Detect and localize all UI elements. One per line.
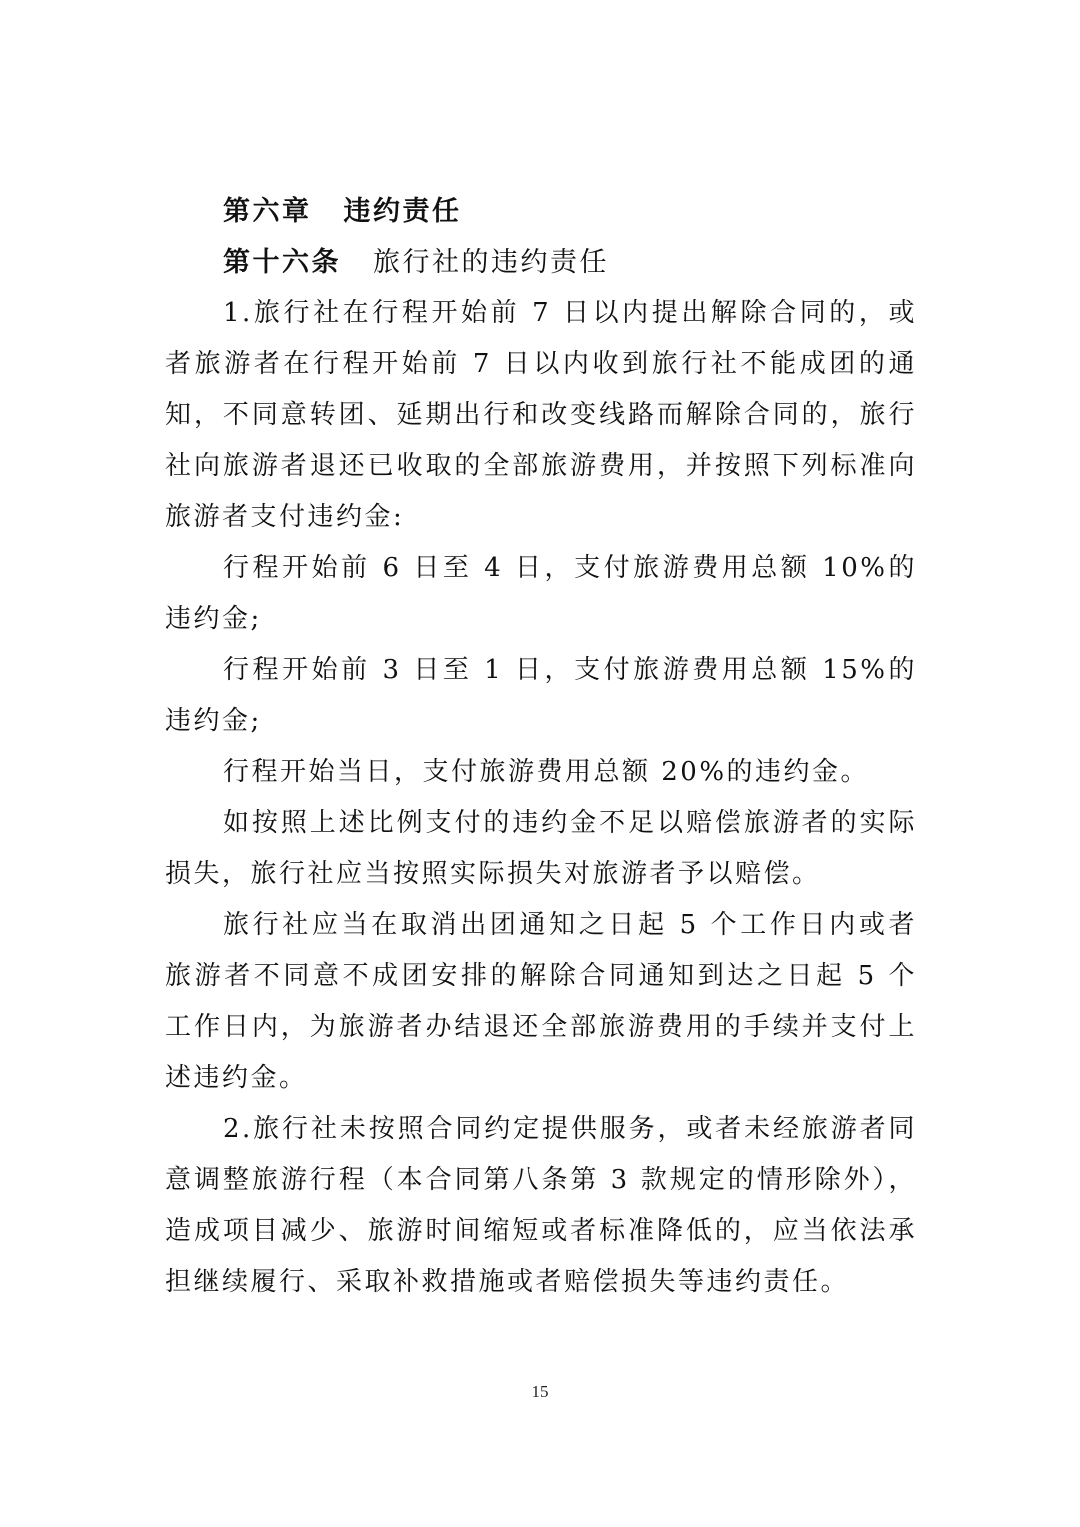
- paragraph-3: 行程开始前 3 日至 1 日，支付旅游费用总额 15%的违约金;: [165, 655, 917, 736]
- paragraph-6: 旅行社应当在取消出团通知之日起 5 个工作日内或者旅游者不同意不成团安排的解除合同通知到达之日起 5 个工作日内，为旅游者办结退还全部旅游费用的手续并支付上述违约金。: [165, 910, 917, 1093]
- chapter-number: 第六章: [223, 196, 312, 227]
- paragraph-7: 2.旅行社未按照合同约定提供服务，或者未经旅游者同意调整旅游行程（本合同第八条第 3 款规定的情形除外），造成项目减少、旅游时间缩短或者标准降低的，应当依法承担继续履行、采取补救措施或者赔偿损失等违约责任。: [165, 1114, 917, 1297]
- document-body: [165, 186, 917, 1308]
- page-number: 15: [531, 1382, 549, 1401]
- paragraph-4: 行程开始当日，支付旅游费用总额 20%的违约金。: [223, 757, 870, 787]
- article-heading: [165, 237, 917, 288]
- chapter-title: 违约责任: [343, 196, 462, 227]
- paragraph-2: 行程开始前 6 日至 4 日，支付旅游费用总额 10%的违约金;: [165, 553, 917, 634]
- chapter-heading: [165, 186, 917, 237]
- paragraph-1: 1.旅行社在行程开始前 7 日以内提出解除合同的，或者旅游者在行程开始前 7 日以内收到旅行社不能成团的通知，不同意转团、延期出行和改变线路而解除合同的，旅行社向旅游者退还已收取的全部旅游费用，并按照下列标准向旅游者支付违约金:: [165, 298, 917, 532]
- article-number: 第十六条: [223, 247, 341, 278]
- article-title: 旅行社的违约责任: [373, 247, 609, 278]
- paragraph-5: 如按照上述比例支付的违约金不足以赔偿旅游者的实际损失，旅行社应当按照实际损失对旅游者予以赔偿。: [165, 808, 917, 889]
